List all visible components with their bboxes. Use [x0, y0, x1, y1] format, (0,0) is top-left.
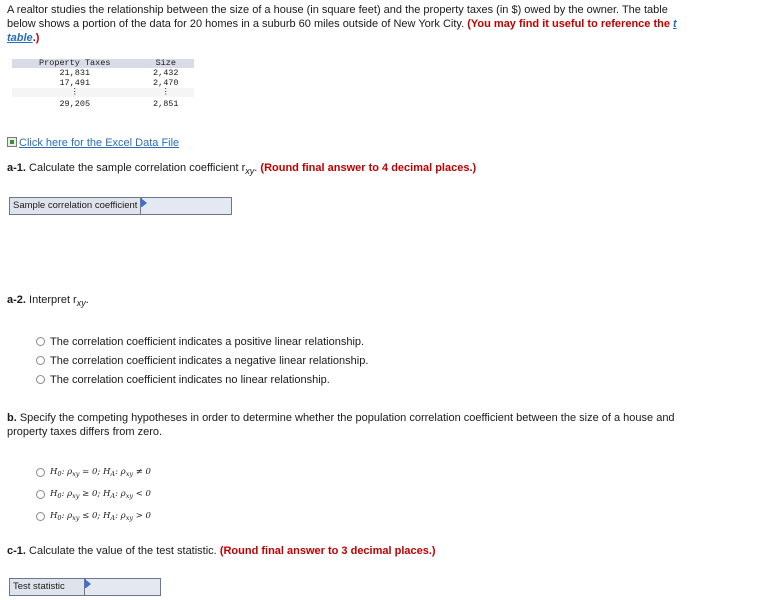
table-cell: 2,851: [153, 99, 179, 109]
a2-sub: xy: [76, 298, 86, 308]
table-cell: 21,831: [59, 68, 91, 78]
sample-correlation-input[interactable]: [141, 198, 231, 214]
b-option-right-tailed[interactable]: $H_0$: $\rho_{xy} \le 0$; $H_A$: $\rho_{xy} > 0$: [36, 505, 151, 527]
radio-icon[interactable]: [36, 512, 45, 521]
radio-icon[interactable]: [36, 356, 45, 365]
a2-option-positive[interactable]: The correlation coefficient indicates a positive linear relationship.: [36, 332, 368, 351]
b-label: b.: [7, 412, 17, 424]
a2-options: [36, 332, 368, 389]
header-property-taxes: Property Taxes: [12, 59, 138, 68]
header-size: Size: [138, 59, 194, 68]
table-ellipsis-row: [12, 88, 194, 97]
radio-icon[interactable]: [36, 490, 45, 499]
c1-text: Calculate the value of the test statistic.: [29, 545, 217, 557]
intro-text: A realtor studies the relationship between the size of a house (in square feet) and the property taxes (in $) owed by the owner. The table below shows a portion of the data for 20 homes in a suburb 60 miles outside of New York City.: [7, 4, 668, 30]
a1-note: (Round final answer to 4 decimal places.): [260, 162, 477, 174]
a1-label: a-1.: [7, 162, 26, 174]
radio-icon[interactable]: [36, 468, 45, 477]
table-row: [12, 68, 194, 78]
sample-correlation-answer: [9, 197, 232, 215]
data-table: [12, 59, 194, 109]
a2-option-none[interactable]: The correlation coefficient indicates no linear relationship.: [36, 370, 368, 389]
question-a2: a-2. Interpret $r_{xy}$.: [7, 294, 89, 308]
b-option-two-sided[interactable]: $H_0$: $\rho_{xy} = 0$; $H_A$: $\rho_{xy} \ne 0$: [36, 461, 151, 483]
c1-label: c-1.: [7, 545, 26, 557]
table-cell: 17,491: [59, 78, 91, 88]
flag-icon: [86, 580, 91, 588]
radio-icon[interactable]: [36, 337, 45, 346]
a1-sub: xy: [245, 166, 255, 176]
table-cell: ⋮: [138, 88, 194, 97]
sample-correlation-label: Sample correlation coefficient: [10, 198, 141, 214]
test-statistic-label: Test statistic: [10, 579, 85, 595]
table-cell: ⋮: [12, 88, 138, 97]
b-text: Specify the competing hypotheses in order to determine whether the population correlation coefficient between the size of a house and property taxes differs from zero.: [7, 412, 675, 438]
question-a1: a-1. Calculate the sample correlation coefficient $r_{xy}$. (Round final answer to 4 decimal places.): [7, 162, 477, 176]
question-c1: [7, 545, 436, 557]
b-options: [36, 461, 151, 527]
a2-label: a-2.: [7, 294, 26, 306]
b-option-left-tailed[interactable]: $H_0$: $\rho_{xy} \ge 0$; $H_A$: $\rho_{xy} < 0$: [36, 483, 151, 505]
table-cell: 2,470: [153, 78, 179, 88]
question-b: [7, 411, 717, 439]
table-cell: 2,432: [153, 68, 179, 78]
table-header-row: [12, 59, 194, 68]
test-statistic-input[interactable]: [85, 579, 160, 595]
table-row: [12, 97, 194, 109]
flag-icon: [142, 199, 147, 207]
excel-link-row: [7, 137, 179, 149]
a2-option-negative[interactable]: The correlation coefficient indicates a negative linear relationship.: [36, 351, 368, 370]
table-cell: 29,205: [59, 99, 91, 109]
excel-file-icon: [7, 137, 17, 147]
test-statistic-answer: [9, 578, 161, 596]
a2-text: Interpret r: [29, 294, 77, 306]
problem-intro: [7, 3, 697, 45]
c1-note: (Round final answer to 3 decimal places.): [219, 545, 436, 557]
t-table-link[interactable]: t table: [7, 18, 677, 44]
radio-icon[interactable]: [36, 375, 45, 384]
excel-data-link[interactable]: Click here for the Excel Data File: [19, 137, 180, 149]
a1-text: Calculate the sample correlation coefficient r: [29, 162, 246, 174]
intro-hint: (You may find it useful to reference the t table.): [7, 18, 677, 44]
